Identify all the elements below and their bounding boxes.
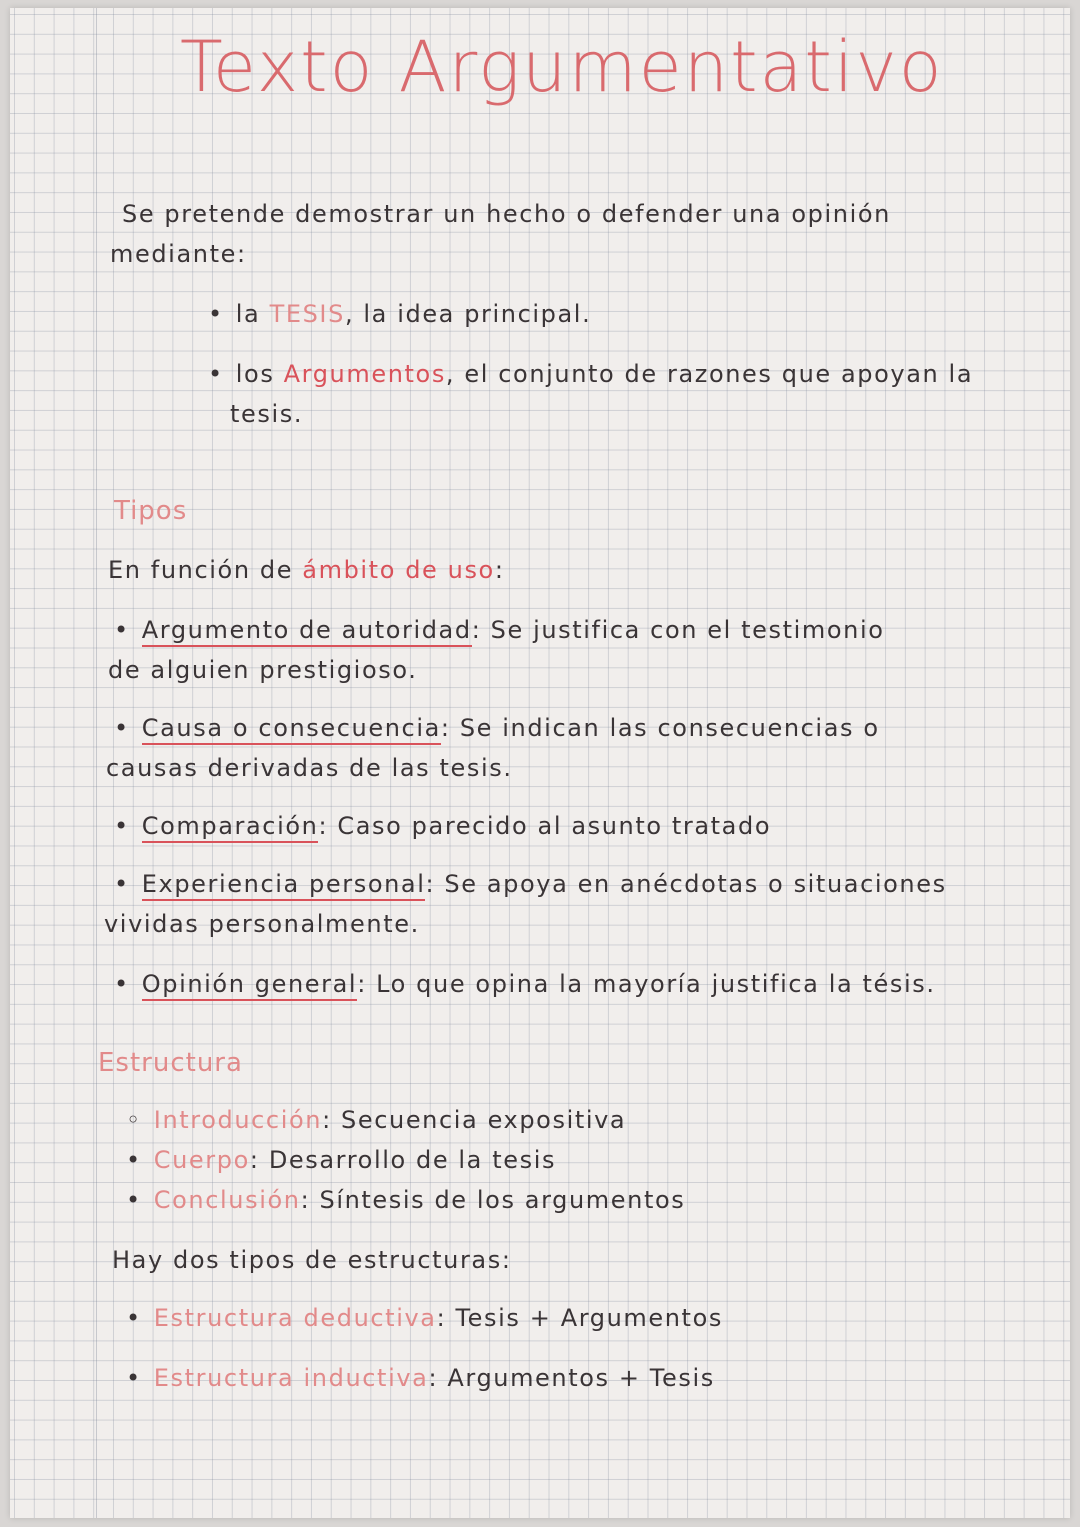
tipo-text: Se apoya en anécdotas o situaciones xyxy=(444,870,947,898)
bullet-icon: • xyxy=(126,1186,142,1214)
intro-item-argumentos xyxy=(208,360,973,388)
estructura-item-conclusion xyxy=(126,1186,685,1214)
tipo-term: Experiencia personal xyxy=(142,870,426,901)
tipo-item-comparacion xyxy=(114,812,771,840)
estructura-type-separator: : xyxy=(436,1304,456,1332)
tipos-subtitle xyxy=(108,556,505,584)
tipo-separator: : xyxy=(357,970,377,998)
bullet-icon: • xyxy=(114,870,130,898)
estructura-item-introduccion xyxy=(126,1106,626,1134)
tipo-item-autoridad xyxy=(114,616,885,644)
page-title: Texto Argumentativo xyxy=(180,26,944,108)
tipos-subtitle-prefix: En función de xyxy=(108,556,303,584)
estructura-text: Síntesis de los argumentos xyxy=(319,1186,686,1214)
estructura-type-separator: : xyxy=(428,1364,448,1392)
bullet-icon: • xyxy=(114,970,130,998)
estructura-term: Cuerpo xyxy=(153,1146,250,1174)
tipo-separator: : xyxy=(471,616,491,644)
estructura-type-term: Estructura inductiva xyxy=(153,1364,429,1392)
tipo-text: Se indican las consecuencias o xyxy=(459,714,880,742)
estructura-separator: : xyxy=(249,1146,269,1174)
intro-item-text: , el conjunto de razones que apoyan la xyxy=(445,360,974,388)
tipo-text: Lo que opina la mayoría justifica la tésis. xyxy=(376,970,936,998)
tipo-term: Comparación xyxy=(142,812,319,843)
estructura-type-inductiva xyxy=(126,1364,715,1392)
intro-item-text: , la idea principal. xyxy=(344,300,592,328)
tipo-separator: : xyxy=(318,812,338,840)
estructura-type-term: Estructura deductiva xyxy=(153,1304,437,1332)
bullet-icon: ◦ xyxy=(126,1106,142,1134)
estructura-separator: : xyxy=(300,1186,320,1214)
bullet-icon: • xyxy=(126,1364,142,1392)
estructura-type-deductiva xyxy=(126,1304,723,1332)
tipo-item-autoridad-cont: de alguien prestigioso. xyxy=(108,656,418,684)
estructura-type-text: Argumentos + Tesis xyxy=(447,1364,715,1392)
notebook-page xyxy=(10,8,1070,1518)
estructura-separator: : xyxy=(322,1106,342,1134)
intro-item-term: Argumentos xyxy=(283,360,446,388)
intro-item-term: TESIS xyxy=(269,300,345,328)
tipo-item-causa xyxy=(114,714,880,742)
tipo-item-experiencia-cont: vividas personalmente. xyxy=(104,910,420,938)
tipo-text: Se justifica con el testimonio xyxy=(490,616,885,644)
bullet-icon: • xyxy=(208,360,224,388)
bullet-icon: • xyxy=(208,300,224,328)
estructura-type-text: Tesis + Argumentos xyxy=(455,1304,723,1332)
intro-item-tesis xyxy=(208,300,591,328)
estructura-text: Desarrollo de la tesis xyxy=(268,1146,557,1174)
tipo-item-causa-cont: causas derivadas de las tesis. xyxy=(106,754,513,782)
section-heading-estructura: Estructura xyxy=(98,1048,243,1078)
section-heading-tipos: Tipos xyxy=(114,496,188,526)
intro-line-1: Se pretende demostrar un hecho o defender una opinión xyxy=(122,200,891,228)
bullet-icon: • xyxy=(114,616,130,644)
tipos-subtitle-suffix: : xyxy=(494,556,505,584)
estructura-term: Introducción xyxy=(153,1106,323,1134)
estructura-term: Conclusión xyxy=(153,1186,301,1214)
estructura-subtitle: Hay dos tipos de estructuras: xyxy=(112,1246,512,1274)
tipo-item-experiencia xyxy=(114,870,947,898)
bullet-icon: • xyxy=(114,812,130,840)
intro-item-prefix: la xyxy=(235,300,270,328)
intro-item-prefix: los xyxy=(235,360,284,388)
bullet-icon: • xyxy=(114,714,130,742)
estructura-text: Secuencia expositiva xyxy=(341,1106,627,1134)
estructura-item-cuerpo xyxy=(126,1146,556,1174)
tipo-separator: : xyxy=(425,870,445,898)
tipos-subtitle-term: ámbito de uso xyxy=(302,556,495,584)
tipo-text: Caso parecido al asunto tratado xyxy=(337,812,772,840)
intro-item-argumentos-cont: tesis. xyxy=(230,400,304,428)
intro-line-2: mediante: xyxy=(110,240,247,268)
tipo-term: Opinión general xyxy=(142,970,357,1001)
bullet-icon: • xyxy=(126,1146,142,1174)
tipo-term: Argumento de autoridad xyxy=(142,616,472,647)
tipo-separator: : xyxy=(440,714,460,742)
bullet-icon: • xyxy=(126,1304,142,1332)
page-margin-line xyxy=(96,8,97,1518)
tipo-term: Causa o consecuencia xyxy=(142,714,441,745)
tipo-item-opinion xyxy=(114,970,936,998)
